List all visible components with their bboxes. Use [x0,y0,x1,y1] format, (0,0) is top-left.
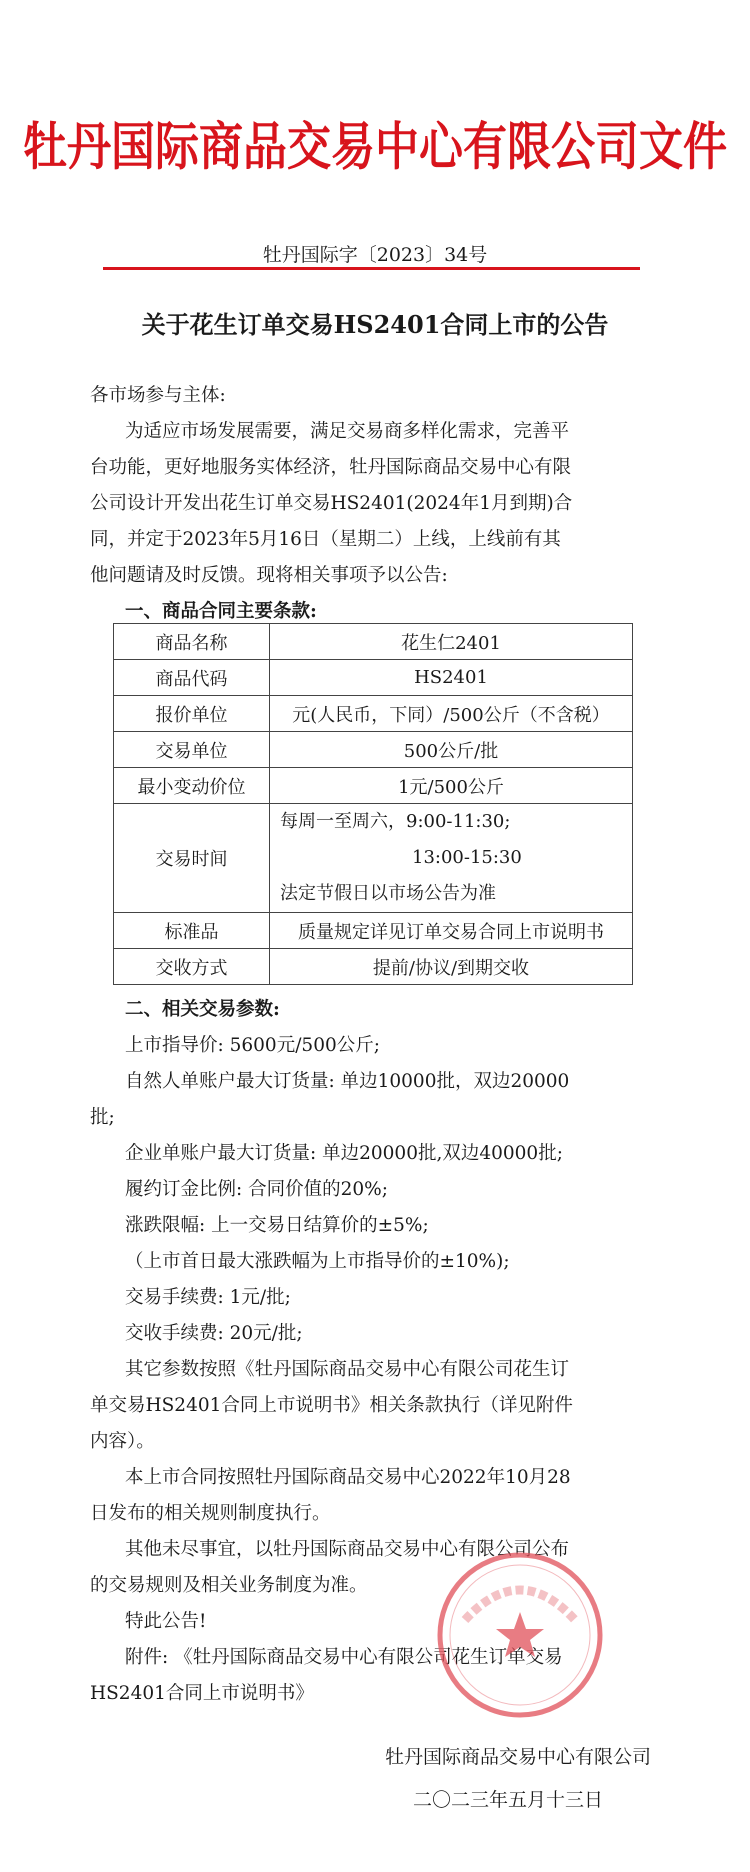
param-line: 交收手续费: 20元/批; [125,1323,303,1344]
intro-line: 公司设计开发出花生订单交易HS2401(2024年1月到期)合 [90,493,573,514]
contract-terms-table [113,623,633,985]
table-value: 500公斤/批 [270,732,633,768]
section1-heading: 一、商品合同主要条款: [125,601,317,622]
salutation: 各市场参与主体: [90,385,226,406]
table-key: 商品名称 [114,624,270,660]
table-key: 交易单位 [114,732,270,768]
table-row [114,696,633,732]
param-line: 批; [90,1107,115,1128]
table-row [114,732,633,768]
table-key: 商品代码 [114,660,270,696]
attachment-line: HS2401合同上市说明书》 [90,1683,314,1704]
table-value: 花生仁2401 [270,624,633,660]
attachment-line: 附件: 《牡丹国际商品交易中心有限公司花生订单交易 [125,1647,563,1668]
rules-line: 本上市合同按照牡丹国际商品交易中心2022年10月28 [125,1467,571,1488]
table-value: HS2401 [270,660,633,696]
signature-date: 二〇二三年五月十三日 [413,1789,604,1811]
param-line: 涨跌限幅: 上一交易日结算价的±5%; [125,1215,429,1236]
table-value: 提前/协议/到期交收 [270,949,633,985]
table-row [114,768,633,804]
table-row [114,913,633,949]
other-params-line: 其它参数按照《牡丹国际商品交易中心有限公司花生订 [125,1359,570,1380]
company-seal-icon [435,1550,605,1720]
signature-company: 牡丹国际商品交易中心有限公司 [385,1746,652,1768]
param-line: 企业单账户最大订货量: 单边20000批,双边40000批; [125,1143,563,1164]
trade-time-value [270,804,633,913]
table-key: 交收方式 [114,949,270,985]
document-header-title: 牡丹国际商品交易中心有限公司文件 [23,117,727,178]
table-row [114,624,633,660]
table-value: 元(人民币，下同）/500公斤（不含税） [270,696,633,732]
table-row [114,804,633,913]
intro-line: 台功能，更好地服务实体经济，牡丹国际商品交易中心有限 [90,457,572,478]
document-number: 牡丹国际字〔2023〕34号 [262,244,488,266]
param-line: 交易手续费: 1元/批; [125,1287,291,1308]
other-params-line: 内容）。 [90,1431,155,1452]
table-key: 交易时间 [114,804,270,913]
trade-time-line: 13:00-15:30 [412,847,522,868]
table-row [114,949,633,985]
table-key: 最小变动价位 [114,768,270,804]
param-line: （上市首日最大涨跌幅为上市指导价的±10%); [125,1251,510,1272]
section2-heading: 二、相关交易参数: [125,999,280,1020]
table-value: 1元/500公斤 [270,768,633,804]
notice-title: 关于花生订单交易HS2401合同上市的公告 [141,310,609,339]
misc-line: 其他未尽事宜，以牡丹国际商品交易中心有限公司公布 [125,1539,570,1560]
trade-time-line: 法定节假日以市场公告为准 [280,883,496,904]
intro-line: 他问题请及时反馈。现将相关事项予以公告: [90,565,448,586]
red-divider [103,267,640,270]
rules-line: 日发布的相关规则制度执行。 [90,1503,331,1524]
closing-text: 特此公告! [125,1611,207,1632]
misc-line: 的交易规则及相关业务制度为准。 [90,1575,368,1596]
trade-time-line: 每周一至周六，9:00-11:30; [280,811,511,832]
table-key: 报价单位 [114,696,270,732]
param-line: 上市指导价: 5600元/500公斤; [125,1035,380,1056]
table-value: 质量规定详见订单交易合同上市说明书 [270,913,633,949]
table-row [114,660,633,696]
intro-line: 同，并定于2023年5月16日（星期二）上线，上线前有其 [90,529,561,550]
other-params-line: 单交易HS2401合同上市说明书》相关条款执行（详见附件 [90,1395,573,1416]
intro-line: 为适应市场发展需要，满足交易商多样化需求，完善平 [125,421,570,442]
param-line: 自然人单账户最大订货量: 单边10000批，双边20000 [125,1071,570,1092]
param-line: 履约订金比例: 合同价值的20%; [125,1179,388,1200]
table-key: 标准品 [114,913,270,949]
